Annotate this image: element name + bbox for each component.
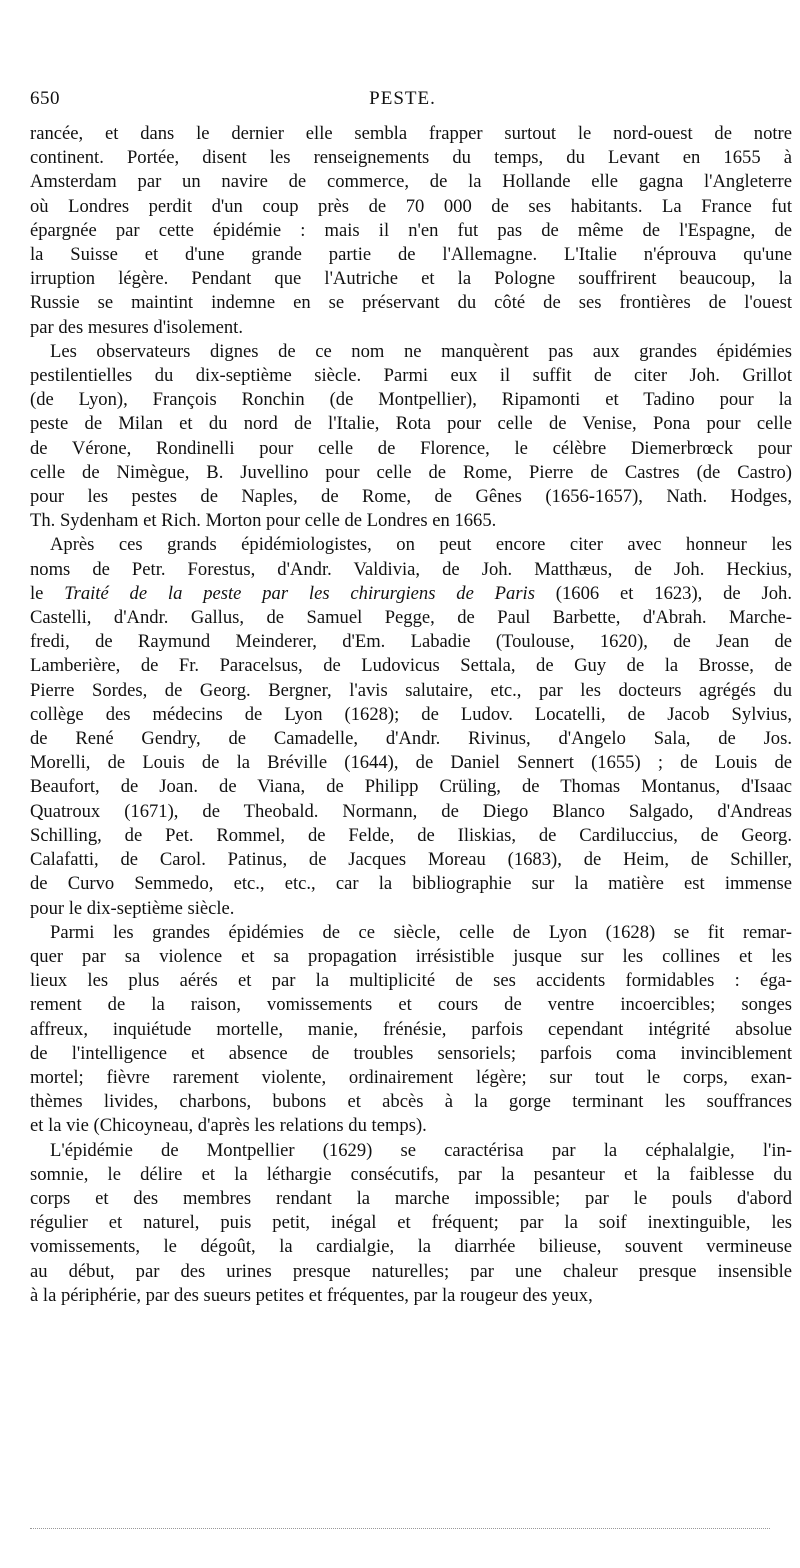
text-line: de René Gendry, de Camadelle, d'Andr. Rivinus, d'Angelo Sala, de Jos. (30, 728, 792, 750)
text-line: de Vérone, Rondinelli pour celle de Florence, le célèbre Diemerbrœck pour (30, 437, 792, 459)
text-line: Les observateurs dignes de ce nom ne manquèrent pas aux grandes épidémies (50, 340, 792, 362)
paragraph (30, 1139, 792, 1308)
text-line: noms de Petr. Forestus, d'Andr. Valdivia, de Joh. Matthæus, de Joh. Heckius, (30, 558, 792, 580)
text-line: pour le dix-septième siècle. (30, 897, 235, 919)
text-line: Parmi les grandes épidémies de ce siècle, celle de Lyon (1628) se fit remar- (50, 921, 792, 943)
paragraph (30, 340, 792, 534)
text-line: peste de Milan et du nord de l'Italie, Rota pour celle de Venise, Pona pour celle (30, 413, 792, 435)
text-line: par des mesures d'isolement. (30, 316, 243, 338)
body-text (30, 122, 792, 1308)
text-line: à la périphérie, par des sueurs petites et fréquentes, par la rougeur des yeux, (30, 1284, 593, 1306)
text-line: la Suisse et d'une grande partie de l'Allemagne. L'Italie n'éprouva qu'une (30, 244, 792, 266)
text-line: corps et des membres rendant la marche impossible; par le pouls d'abord (30, 1187, 792, 1209)
text-line: continent. Portée, disent les renseignements du temps, du Levant en 1655 à (30, 147, 792, 169)
text-line: épargnée par cette épidémie : mais il n'en fut pas de même de l'Espagne, de (30, 219, 792, 241)
text-line: Pierre Sordes, de Georg. Bergner, l'avis salutaire, etc., par les docteurs agrégés du (30, 679, 792, 701)
text-line: (de Lyon), François Ronchin (de Montpellier), Ripamonti et Tadino pour la (30, 389, 792, 411)
italic-title: Traité de la peste par les chirurgiens de Paris (64, 582, 535, 604)
text-line: Schilling, de Pet. Rommel, de Felde, de Iliskias, de Cardiluccius, de Georg. (30, 824, 792, 846)
footer-rule (30, 1528, 770, 1529)
text-line: le Traité de la peste par les chirurgiens de Paris (1606 et 1623), de Joh. (30, 582, 792, 604)
text-line: L'épidémie de Montpellier (1629) se caractérisa par la céphalalgie, l'in- (50, 1139, 792, 1161)
text-line: Th. Sydenham et Rich. Morton pour celle de Londres en 1665. (30, 510, 497, 532)
text-line: Quatroux (1671), de Theobald. Normann, de Diego Blanco Salgado, d'Andreas (30, 800, 792, 822)
text-line: où Londres perdit d'un coup près de 70 000 de ses habitants. La France fut (30, 195, 792, 217)
text-line: pour les pestes de Naples, de Rome, de Gênes (1656-1657), Nath. Hodges, (30, 486, 792, 508)
text-line: Russie se maintint indemne en se préservant du côté de ses frontières de l'ouest (30, 292, 792, 314)
paragraph (30, 533, 792, 920)
text-line: et la vie (Chicoyneau, d'après les relations du temps). (30, 1115, 427, 1137)
page-header (30, 88, 775, 116)
text-line: irruption légère. Pendant que l'Autriche et la Pologne souffrirent beaucoup, la (30, 268, 792, 290)
text-line: Castelli, d'Andr. Gallus, de Samuel Pegge, de Paul Barbette, d'Abrah. Marche- (30, 607, 792, 629)
text-line: Amsterdam par un navire de commerce, de la Hollande elle gagna l'Angleterre (30, 171, 792, 193)
text-line: lieux les plus aérés et par la multiplicité de ses accidents formidables : éga- (30, 970, 792, 992)
text-line: Après ces grands épidémiologistes, on peut encore citer avec honneur les (50, 534, 792, 556)
text-line: vomissements, le dégoût, la cardialgie, la diarrhée bilieuse, souvent vermineuse (30, 1236, 792, 1258)
text-line: affreux, inquiétude mortelle, manie, frénésie, parfois cependant intégrité absolue (30, 1018, 792, 1040)
text-line: thèmes livides, charbons, bubons et abcès à la gorge terminant les souffrances (30, 1091, 792, 1113)
text-line: collège des médecins de Lyon (1628); de Ludov. Locatelli, de Jacob Sylvius, (30, 703, 792, 725)
text-line: celle de Nimègue, B. Juvellino pour celle de Rome, Pierre de Castres (de Castro) (30, 461, 792, 483)
text-line: de Curvo Semmedo, etc., etc., car la bibliographie sur la matière est immense (30, 873, 792, 895)
text-line: Morelli, de Louis de la Bréville (1644), de Daniel Sennert (1655) ; de Louis de (30, 752, 792, 774)
text-line: rement de la raison, vomissements et cours de ventre incoercibles; songes (30, 994, 792, 1016)
text-line: de l'intelligence et absence de troubles sensoriels; parfois coma invinciblement (30, 1042, 792, 1064)
text-line: Beaufort, de Joan. de Viana, de Philipp Crüling, de Thomas Montanus, d'Isaac (30, 776, 792, 798)
text-line: régulier et naturel, puis petit, inégal et fréquent; par la soif inextinguible, les (30, 1212, 792, 1234)
text-line: Calafatti, de Carol. Patinus, de Jacques Moreau (1683), de Heim, de Schiller, (30, 849, 792, 871)
text-line: Lamberière, de Fr. Paracelsus, de Ludovicus Settala, de Guy de la Brosse, de (30, 655, 792, 677)
running-title: PESTE. (369, 88, 436, 109)
text-line: mortel; fièvre rarement violente, ordinairement légère; sur tout le corps, exan- (30, 1066, 792, 1088)
text-line: pestilentielles du dix-septième siècle. Parmi eux il suffit de citer Joh. Grillot (30, 365, 792, 387)
text-line: au début, par des urines presque naturelles; par une chaleur presque insensible (30, 1260, 792, 1282)
page-number: 650 (30, 88, 60, 109)
text-line: quer par sa violence et sa propagation irrésistible jusque sur les collines et les (30, 945, 792, 967)
paragraph (30, 921, 792, 1139)
text-line: fredi, de Raymund Meinderer, d'Em. Labadie (Toulouse, 1620), de Jean de (30, 631, 792, 653)
text-line: somnie, le délire et la léthargie consécutifs, par la pesanteur et la faiblesse du (30, 1163, 792, 1185)
paragraph (30, 122, 792, 340)
text-line: rancée, et dans le dernier elle sembla frapper surtout le nord-ouest de notre (30, 123, 792, 144)
